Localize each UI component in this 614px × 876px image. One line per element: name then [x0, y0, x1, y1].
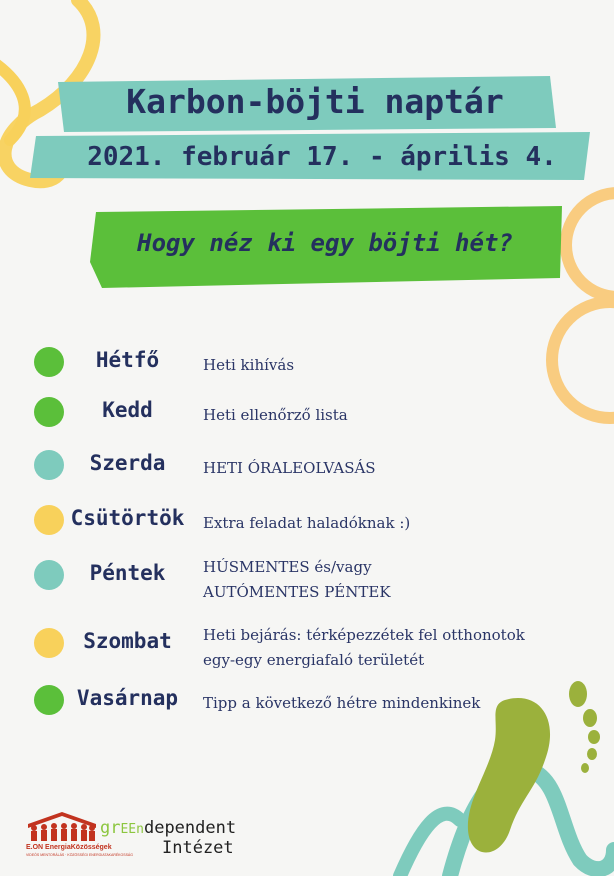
day-name: Péntek	[89, 561, 166, 585]
day-dot	[34, 397, 64, 427]
logo-suffix: dependent	[143, 818, 237, 838]
page-title: Karbon-böjti naptár	[126, 82, 504, 121]
day-name: Szombat	[83, 629, 172, 653]
day-description	[203, 456, 583, 481]
greendependent-logo	[100, 818, 236, 838]
day-name: Csütörtök	[70, 506, 185, 530]
day-description-line: Heti ellenőrző lista	[203, 406, 348, 424]
day-description-line: Extra feladat haladóknak :)	[203, 514, 411, 532]
logo-prefix: gr	[100, 818, 121, 838]
yellow-loop-top-left-2	[0, 60, 25, 140]
eon-logo-subtitle: VIDEÓS MENTORÁLÁS · KÖZÖSSÉGI ENERGIATAKARÉKOSSÁG	[26, 853, 133, 857]
day-description-line: HÚSMENTES és/vagy	[203, 558, 372, 576]
subtitle: Hogy néz ki egy böjti hét?	[137, 229, 513, 257]
institute-label: Intézet	[162, 838, 234, 858]
day-description	[203, 353, 583, 378]
day-description-line: HETI ÓRALEOLVASÁS	[203, 459, 376, 477]
day-dot	[34, 450, 64, 480]
day-name: Hétfő	[95, 348, 160, 372]
logo-mark: EEn	[120, 822, 144, 837]
day-description-line: egy-egy energiafaló területét	[203, 651, 425, 669]
day-dot	[34, 685, 64, 715]
day-dot	[34, 560, 64, 590]
day-dot	[34, 347, 64, 377]
day-description	[203, 623, 583, 673]
eon-logo-title: E.ON EnergiaKözösségek	[26, 844, 112, 851]
day-dot	[34, 505, 64, 535]
orange-ring-right-1	[566, 193, 614, 297]
day-description-line: Heti bejárás: térképezzétek fel otthonotok	[203, 626, 525, 644]
day-description-line: Heti kihívás	[203, 356, 295, 374]
day-description-line: AUTÓMENTES PÉNTEK	[203, 583, 391, 601]
day-dot	[34, 628, 64, 658]
day-description-line: Tipp a következő hétre mindenkinek	[203, 694, 481, 712]
date-range: 2021. február 17. - április 4.	[87, 142, 557, 172]
day-name: Szerda	[89, 451, 166, 475]
day-description	[203, 511, 583, 536]
day-description	[203, 403, 583, 428]
day-description	[203, 555, 583, 605]
day-description	[203, 691, 583, 716]
day-name: Kedd	[102, 398, 153, 422]
day-name: Vasárnap	[76, 686, 179, 710]
